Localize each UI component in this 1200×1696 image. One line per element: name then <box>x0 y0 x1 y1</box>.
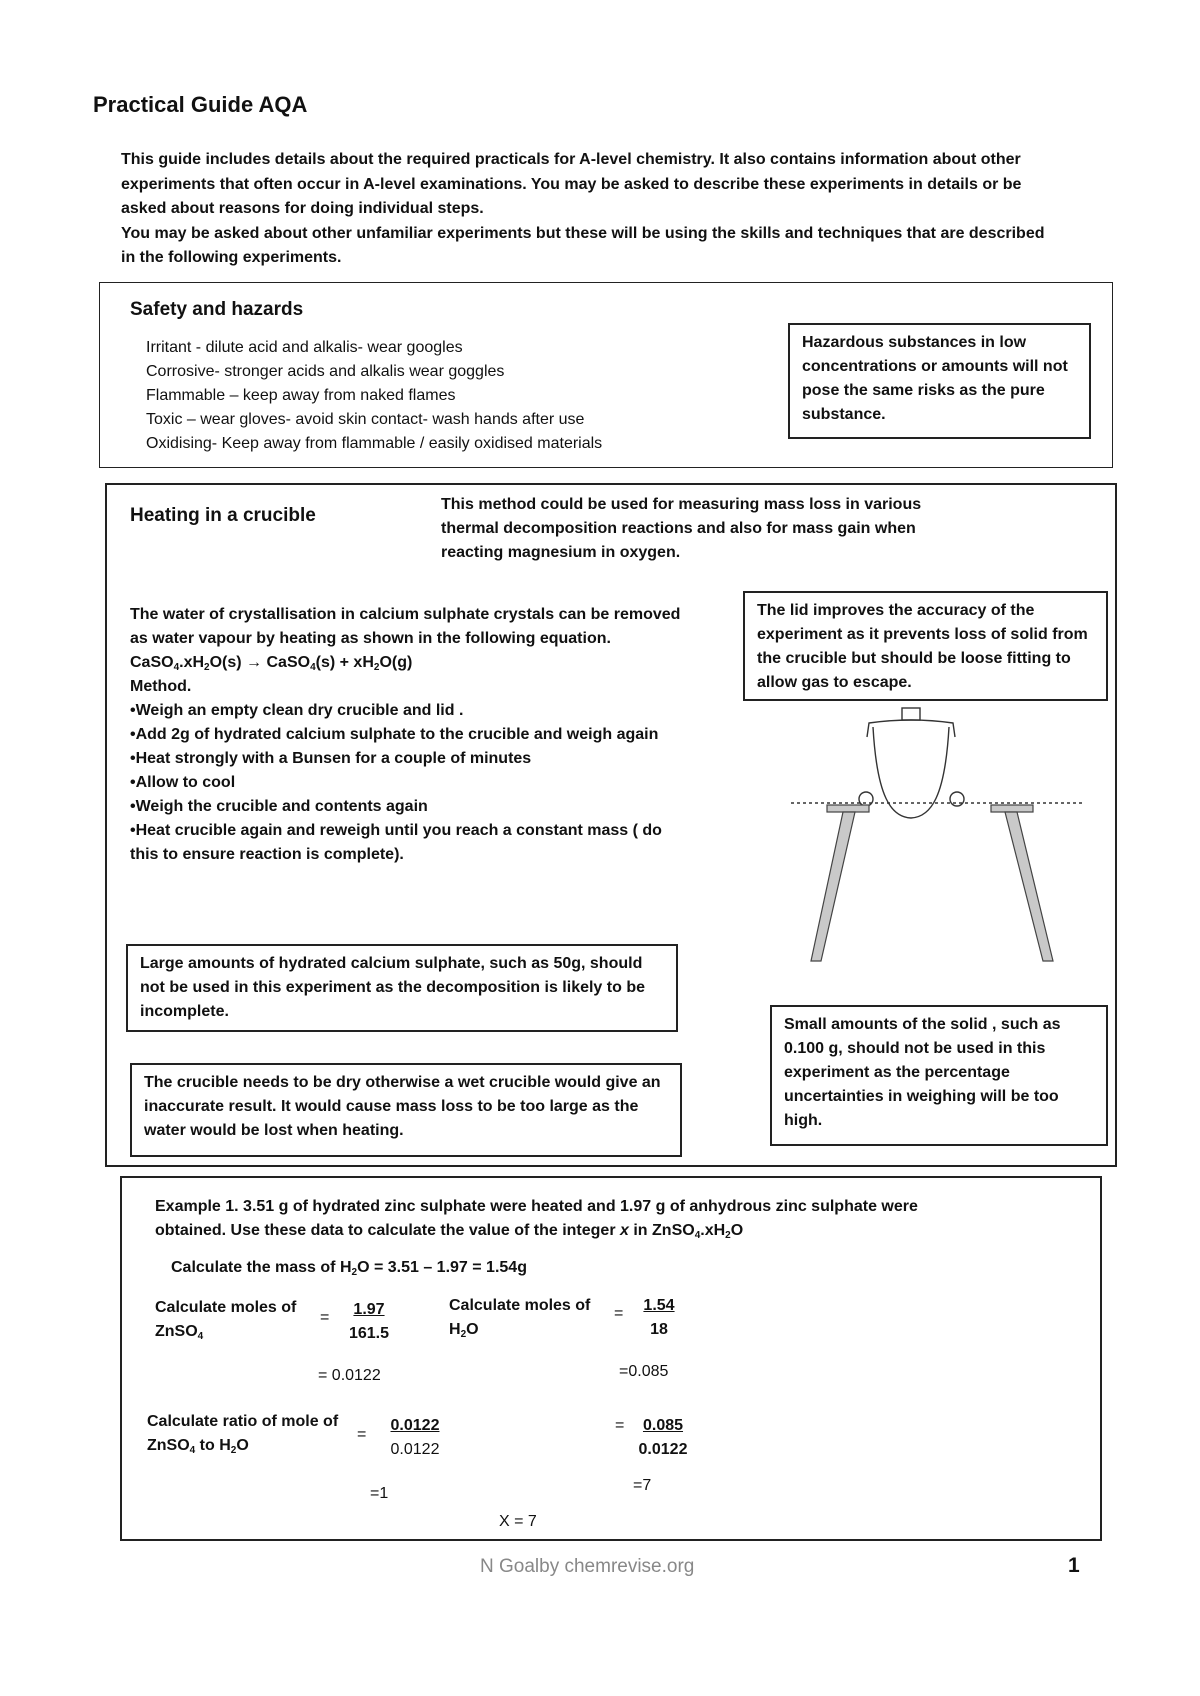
large-amount-note: Large amounts of hydrated calcium sulphate, such as 50g, should not be used in this experiment as the decomposition is likely to be incomplete. <box>126 944 678 1032</box>
moles-h2o-label: Calculate moles of $H_2O$ <box>449 1297 591 1340</box>
pipeclay-left <box>859 792 873 806</box>
method-step: •Weigh an empty clean dry crucible and lid . <box>130 702 464 719</box>
equals-sign: = <box>320 1309 330 1326</box>
method-label: Method. <box>130 678 192 695</box>
ratio2-fraction <box>625 1414 701 1462</box>
hazard-item: Toxic – wear gloves- avoid skin contact- wash hands after use <box>146 411 585 428</box>
answer-x: X = 7 <box>499 1513 537 1530</box>
dry-crucible-note: The crucible needs to be dry otherwise a wet crucible would give an inaccurate result. It would cause mass loss to be too large as the water would be lost when heating. <box>130 1063 682 1157</box>
chemical-equation: $CaSO_4.xH_2O(s)$ → CaSO$_4$(s) + $xH_2O(g)$ <box>130 654 413 673</box>
crucible-diagram <box>787 707 1107 967</box>
h2o-denominator: 18 <box>650 1321 668 1338</box>
crucible-method-note: This method could be used for measuring mass loss in various thermal decomposition reactions and also for mass gain when reacting magnesium in oxygen. <box>441 496 922 561</box>
h2o-fraction <box>629 1294 689 1342</box>
ratio-label: Calculate ratio of mole of ZnSO$_4$ to $H_2O$ <box>147 1413 339 1456</box>
znso4-denominator: 161.5 <box>348 1325 390 1342</box>
example-line-2: obtained. Use these data to calculate the value of the integer x in $ZnSO_4.xH_2O$ <box>155 1222 744 1241</box>
footer-credit: N Goalby chemrevise.org <box>480 1556 695 1577</box>
worked-example-section <box>120 1176 1102 1541</box>
ratio1-result: =1 <box>370 1485 389 1502</box>
ratio2-numerator: 0.085 <box>642 1417 684 1434</box>
tripod-leg-left <box>811 812 855 961</box>
small-amount-note: Small amounts of the solid , such as 0.100 g, should not be used in this experiment as the percentage uncertainties in weighing will be too high. <box>770 1005 1108 1146</box>
h2o-result: =0.085 <box>619 1363 669 1380</box>
intro-paragraph-2: You may be asked about other unfamiliar experiments but these will be using the skills and techniques that are described in the following experiments. <box>121 224 1045 266</box>
example-question <box>155 1195 1055 1243</box>
ratio2-denominator: 0.0122 <box>638 1441 688 1458</box>
hazard-item: Irritant - dilute acid and alkalis- wear googles <box>146 339 463 356</box>
crucible-lid <box>867 720 955 737</box>
method-step: •Heat crucible again and reweigh until you reach a constant mass ( do this to ensure reaction is complete). <box>130 822 662 863</box>
lid-note: The lid improves the accuracy of the experiment as it prevents loss of solid from the crucible but should be loose fitting to allow gas to escape. <box>743 591 1108 701</box>
mass-h2o-calc: Calculate the mass of $H_2O = 3.51 - 1.97 = 1.54g$ <box>171 1259 527 1278</box>
tripod-top-right <box>991 805 1033 812</box>
method-step: •Add 2g of hydrated calcium sulphate to the crucible and weigh again <box>130 726 659 743</box>
intro-paragraph-1: This guide includes details about the required practicals for A-level chemistry. It also contains information about other experiments that often occur in A-level examinations. You may be asked to describe these experiments in details or be asked about reasons for doing individual steps. <box>121 151 1022 217</box>
h2o-numerator: 1.54 <box>643 1297 675 1314</box>
lid-handle <box>902 708 920 720</box>
ratio1-denominator: 0.0122 <box>390 1441 440 1458</box>
ratio1-fraction <box>375 1414 455 1462</box>
hazard-item: Oxidising- Keep away from flammable / easily oxidised materials <box>146 435 603 452</box>
safety-section <box>99 282 1113 468</box>
hazard-item: Corrosive- stronger acids and alkalis wear goggles <box>146 363 505 380</box>
equals-sign: = <box>357 1426 367 1443</box>
method-step: •Weigh the crucible and contents again <box>130 798 428 815</box>
hazard-concentration-note: Hazardous substances in low concentrations or amounts will not pose the same risks as the pure substance. <box>788 323 1091 439</box>
page-number: 1 <box>1068 1554 1080 1577</box>
equals-sign: = <box>614 1305 624 1322</box>
znso4-numerator: 1.97 <box>353 1301 385 1318</box>
crucible-section <box>105 483 1117 1167</box>
ratio2-result: =7 <box>633 1477 652 1494</box>
crucible-body <box>873 727 949 818</box>
ratio1-numerator: 0.0122 <box>390 1417 440 1434</box>
znso4-fraction <box>334 1298 404 1346</box>
safety-heading: Safety and hazards <box>130 299 304 320</box>
method-step: •Heat strongly with a Bunsen for a couple of minutes <box>130 750 532 767</box>
crucible-heading: Heating in a crucible <box>130 505 316 526</box>
crucible-procedure <box>130 603 690 867</box>
page-title: Practical Guide AQA <box>93 92 308 117</box>
znso4-result: = 0.0122 <box>318 1367 381 1384</box>
crucible-description: The water of crystallisation in calcium sulphate crystals can be removed as water vapour by heating as shown in the following equation. <box>130 606 681 647</box>
method-step: •Allow to cool <box>130 774 236 791</box>
equals-sign: = <box>615 1417 625 1434</box>
tripod-leg-right <box>1005 812 1053 961</box>
example-line-1: Example 1. 3.51 g of hydrated zinc sulphate were heated and 1.97 g of anhydrous zinc sulphate were <box>155 1198 918 1215</box>
intro-text <box>121 148 1051 271</box>
moles-znso4-label: Calculate moles of ZnSO$_4$ <box>155 1299 297 1342</box>
hazard-item: Flammable – keep away from naked flames <box>146 387 456 404</box>
tripod-top-left <box>827 805 869 812</box>
hazard-list <box>146 336 602 456</box>
pipeclay-right <box>950 792 964 806</box>
